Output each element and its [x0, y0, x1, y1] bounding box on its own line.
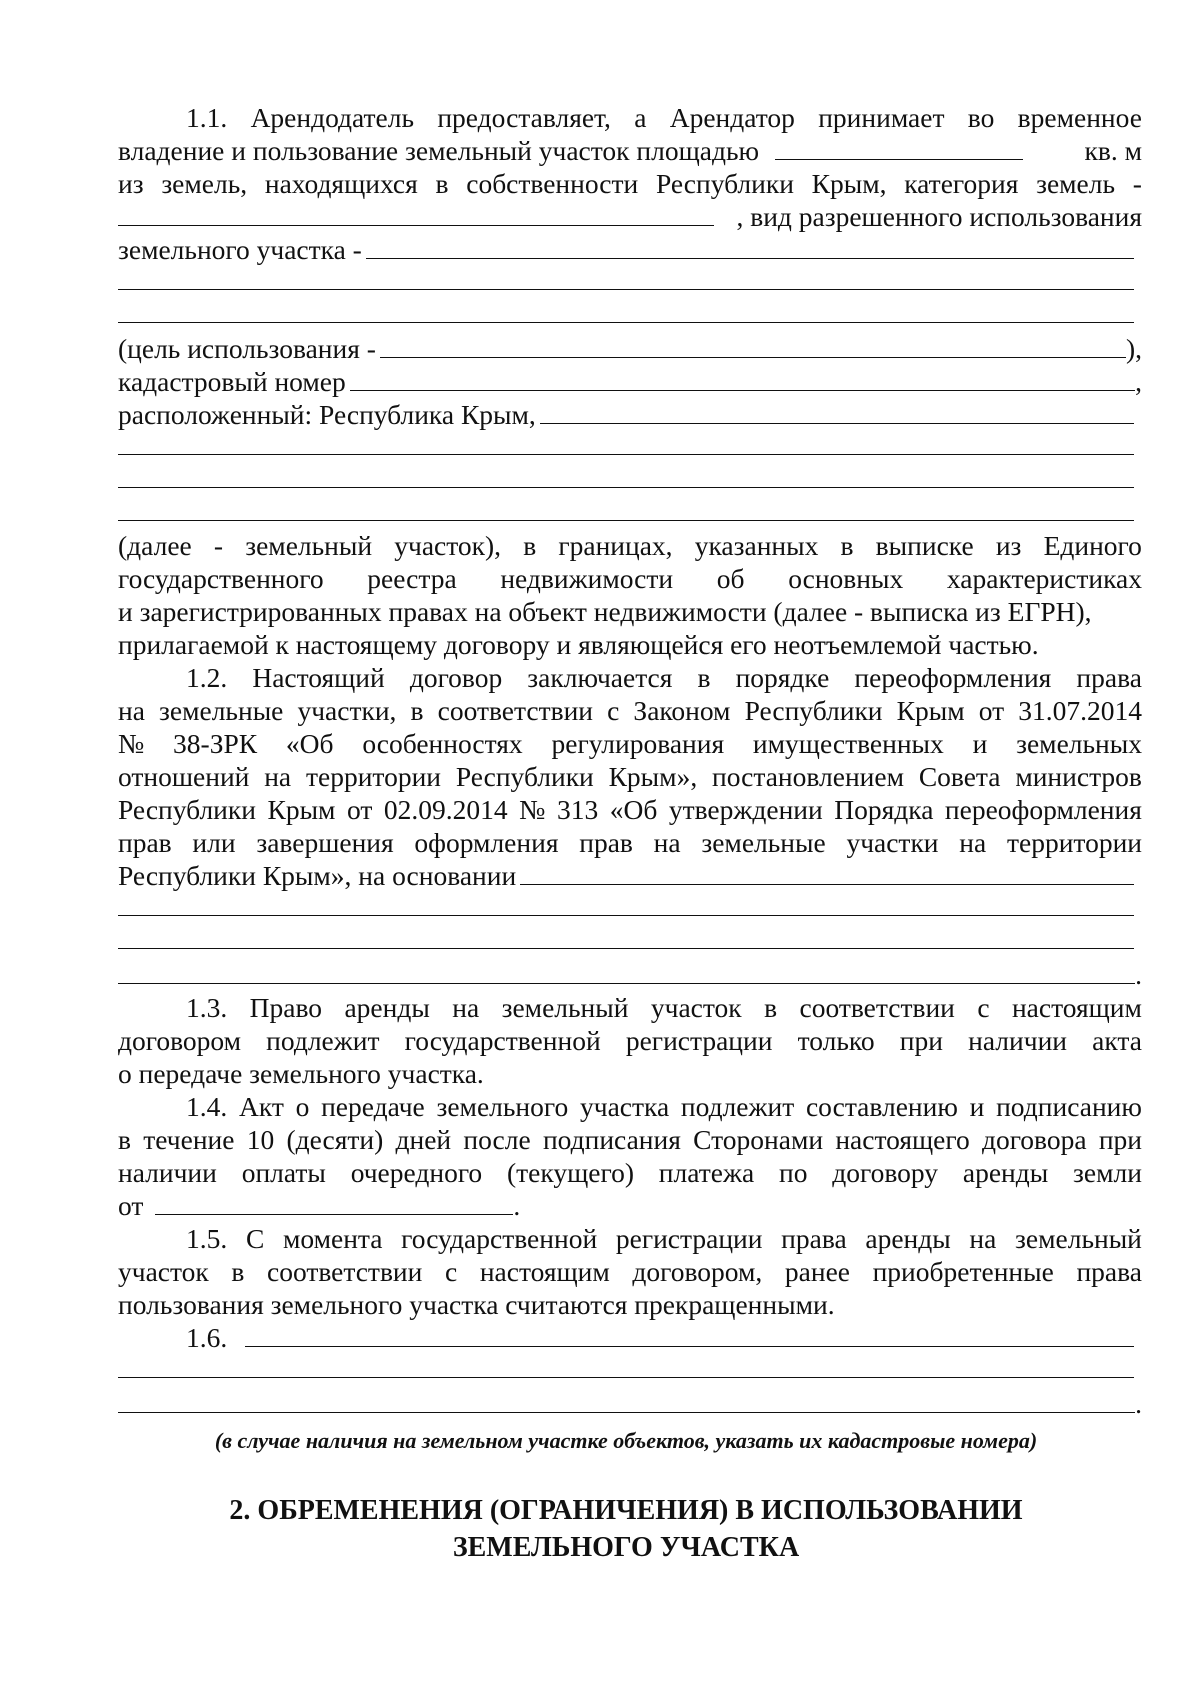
- word: выписке: [875, 530, 974, 561]
- word: настоящим: [1011, 992, 1142, 1023]
- word: Арендатор: [669, 102, 795, 133]
- blank-rule: [118, 915, 1134, 916]
- word: и: [969, 1091, 985, 1122]
- word: особенностях: [362, 728, 523, 759]
- word: утверждении: [668, 794, 823, 825]
- word: а: [634, 102, 647, 133]
- blank-rule: [118, 520, 1134, 521]
- p1-1-line-14: [118, 529, 1142, 562]
- word: о: [295, 1091, 310, 1122]
- word: в: [231, 1256, 245, 1287]
- word: прав: [579, 827, 633, 858]
- word: государственной: [404, 1025, 601, 1056]
- p1-4-line-3: [118, 1156, 1142, 1189]
- word: имущественных: [752, 728, 944, 759]
- word: 1.1.: [186, 102, 228, 133]
- word: подписанию: [996, 1091, 1142, 1122]
- word: Единого: [1043, 530, 1142, 561]
- word: участок: [650, 992, 742, 1023]
- word: в: [435, 168, 449, 199]
- word: Республики: [655, 168, 794, 199]
- word: в: [764, 992, 778, 1023]
- word: соответствии: [266, 1256, 423, 1287]
- word: аренды: [865, 1223, 951, 1254]
- word: права: [1076, 1256, 1142, 1287]
- p1-4-line-2: [118, 1123, 1142, 1156]
- word: заключается: [527, 662, 673, 693]
- word: дней: [395, 1124, 452, 1155]
- word: земельного: [436, 1091, 569, 1122]
- word: и: [972, 728, 988, 759]
- word: по: [778, 1157, 808, 1188]
- p1-3-line-2: [118, 1024, 1142, 1057]
- word: предоставляет,: [437, 102, 611, 133]
- p1-1-line-5: [118, 233, 1134, 266]
- word: ранее: [784, 1256, 850, 1287]
- word: подписания: [542, 1124, 681, 1155]
- word: находящихся: [264, 168, 418, 199]
- word: права: [781, 1223, 847, 1254]
- p1-5-line-1: [186, 1222, 1142, 1255]
- objects-footnote: (в случае наличия на земельном участке объектов, указать их кадастровые номера): [214, 1428, 1038, 1453]
- blank-rule: [118, 454, 1134, 455]
- word: наличии: [968, 1025, 1068, 1056]
- word: договором: [118, 1025, 242, 1056]
- p1-1-line-9-text: кадастровый номер: [118, 366, 346, 397]
- word: земель,: [161, 168, 248, 199]
- p1-5-line-2: [118, 1255, 1142, 1288]
- blank-rule: [118, 322, 1134, 323]
- word: оплаты: [241, 1157, 326, 1188]
- p1-1-line-16: и зарегистрированных правах на объект недвижимости (далее - выписка из ЕГРН),: [118, 596, 1092, 627]
- word: Крым: [267, 794, 336, 825]
- word: «Об: [609, 794, 658, 825]
- word: настоящего: [835, 1124, 970, 1155]
- blank-rule: [118, 948, 1134, 949]
- word: Республики: [118, 794, 256, 825]
- word: границах,: [558, 530, 673, 561]
- word: при: [899, 1025, 943, 1056]
- p1-3-line-3: о передаче земельного участка.: [118, 1058, 484, 1089]
- word: аренды: [962, 1157, 1049, 1188]
- p1-5-line-3: пользования земельного участка считаются прекращенными.: [118, 1289, 835, 1320]
- word: С: [245, 1223, 265, 1254]
- basis-blank: [520, 860, 1134, 885]
- p1-1-line-17: прилагаемой к настоящему договору и являющейся его неотъемлемой частью.: [118, 629, 1039, 660]
- objects-blank-end: [118, 1388, 1135, 1413]
- word: (текущего): [506, 1157, 634, 1188]
- p1-4-line-1: [186, 1090, 1142, 1123]
- word: Порядка: [834, 794, 934, 825]
- word: указанных: [694, 530, 819, 561]
- word: «Об: [285, 728, 334, 759]
- word: земельный: [501, 992, 629, 1023]
- p1-2-line-7: [118, 859, 1134, 892]
- section-2-title-line-1: 2. ОБРЕМЕНЕНИЯ (ОГРАНИЧЕНИЯ) В ИСПОЛЬЗОВАНИИ: [229, 1495, 1023, 1526]
- word: недвижимости: [500, 563, 674, 594]
- word: регистрации: [615, 1223, 763, 1254]
- p1-6-number: 1.6.: [186, 1322, 228, 1353]
- word: договору: [832, 1157, 939, 1188]
- p1-2-line-6: [118, 826, 1142, 859]
- word: Право: [249, 992, 323, 1023]
- word: передаче: [321, 1091, 425, 1122]
- p1-4-line-4-text: от: [118, 1190, 144, 1221]
- address-blank: [540, 399, 1134, 424]
- word: на: [959, 827, 987, 858]
- word: договором,: [632, 1256, 763, 1287]
- word: временное: [1017, 102, 1142, 133]
- word: Крым,: [811, 168, 887, 199]
- word: отношений: [118, 761, 250, 792]
- word: участки,: [297, 695, 397, 726]
- word: категория: [904, 168, 1019, 199]
- word: Совета: [918, 761, 1001, 792]
- word: переоформления: [854, 662, 1052, 693]
- p1-1-line-9-end: ,: [1135, 366, 1142, 397]
- word: акта: [1092, 1025, 1142, 1056]
- word: №: [519, 794, 546, 825]
- word: Настоящий: [252, 662, 385, 693]
- word: составлению: [805, 1091, 958, 1122]
- word: оформления: [414, 827, 559, 858]
- word: собственности: [466, 168, 639, 199]
- word: соответствии: [437, 695, 594, 726]
- word: характеристиках: [946, 563, 1142, 594]
- p1-2-line-4: [118, 760, 1142, 793]
- word: регистрации: [625, 1025, 773, 1056]
- word: от: [346, 794, 373, 825]
- p1-2-line-2: [118, 694, 1142, 727]
- word: 31.07.2014: [1018, 695, 1142, 726]
- use-purpose-blank: [380, 333, 1126, 358]
- word: -: [1132, 168, 1142, 199]
- word: территории: [1006, 827, 1142, 858]
- word: об: [716, 563, 745, 594]
- word: договор: [409, 662, 503, 693]
- word: договора: [981, 1124, 1087, 1155]
- word: подлежит: [680, 1091, 795, 1122]
- word: от: [978, 695, 1005, 726]
- word: на: [118, 695, 145, 726]
- p1-1-line-15: [118, 562, 1142, 595]
- p1-1-line-8-text: (цель использования -: [118, 333, 376, 364]
- word: участок),: [394, 530, 502, 561]
- word: территории: [305, 761, 441, 792]
- blank-rule: [118, 487, 1134, 488]
- word: государственной: [401, 1223, 598, 1254]
- p1-1-line-8-end: ),: [1125, 333, 1142, 364]
- word: наличии: [118, 1157, 217, 1188]
- word: настоящим: [479, 1256, 610, 1287]
- p1-6-line-3-end: .: [1135, 1388, 1142, 1419]
- word: с: [444, 1256, 458, 1287]
- word: 02.09.2014: [383, 794, 508, 825]
- word: в: [697, 662, 711, 693]
- p1-2-line-7-text: Республики Крым», на основании: [118, 860, 517, 891]
- p1-2-line-10: [118, 958, 1142, 991]
- word: Сторонами: [693, 1124, 824, 1155]
- word: -: [213, 530, 224, 561]
- word: после: [463, 1124, 531, 1155]
- word: основных: [788, 563, 904, 594]
- blank-rule: [118, 1377, 1134, 1378]
- word: Крым»,: [608, 761, 698, 792]
- word: принимает: [818, 102, 945, 133]
- p1-1-line-2: [118, 134, 1142, 167]
- word: момента: [282, 1223, 383, 1254]
- word: на: [969, 1223, 997, 1254]
- word: из: [118, 168, 144, 199]
- word: или: [192, 827, 236, 858]
- word: земельных: [1016, 728, 1142, 759]
- word: земли: [1073, 1157, 1142, 1188]
- word: министров: [1015, 761, 1142, 792]
- word: Законом: [633, 695, 731, 726]
- word: регулирования: [551, 728, 725, 759]
- word: земельный: [245, 530, 373, 561]
- word: участок: [118, 1256, 209, 1287]
- word: аренды: [344, 992, 430, 1023]
- word: (далее: [118, 530, 192, 561]
- word: в: [410, 695, 424, 726]
- p1-6-line-3: [118, 1387, 1142, 1420]
- word: на: [264, 761, 292, 792]
- word: соответствии: [799, 992, 955, 1023]
- word: в: [523, 530, 537, 561]
- p1-1-line-10: [118, 398, 1134, 431]
- p1-1-line-9: [118, 365, 1142, 398]
- word: очередного: [350, 1157, 483, 1188]
- word: Арендодатель: [250, 102, 415, 133]
- word: приобретенные: [872, 1256, 1054, 1287]
- word: реестра: [367, 563, 457, 594]
- word: земельные: [159, 695, 284, 726]
- word: прав: [118, 827, 172, 858]
- p1-1-line-1: [186, 101, 1142, 134]
- word: Акт: [238, 1091, 284, 1122]
- word: участки: [846, 827, 939, 858]
- word: №: [118, 728, 145, 759]
- objects-blank: [245, 1322, 1134, 1347]
- word: земельный: [1015, 1223, 1142, 1254]
- p1-4-line-4-end: .: [513, 1190, 521, 1221]
- p1-1-line-4-text: , вид разрешенного использования: [736, 201, 1142, 232]
- cadastral-number-blank: [350, 366, 1135, 391]
- p1-1-line-5-text: земельного участка -: [118, 234, 362, 265]
- word: Республики: [455, 761, 594, 792]
- area-blank: [775, 135, 1023, 160]
- word: завершения: [256, 827, 394, 858]
- word: на: [653, 827, 681, 858]
- word: Крым: [896, 695, 965, 726]
- word: 1.3.: [186, 992, 228, 1023]
- word: с: [607, 695, 620, 726]
- word: государственного: [118, 563, 324, 594]
- permitted-use-blank: [366, 234, 1134, 259]
- word: участка: [579, 1091, 670, 1122]
- p1-6-line-1: [186, 1321, 1134, 1354]
- word: земельные: [701, 827, 826, 858]
- p1-1-line-2-unit: кв. м: [1084, 135, 1142, 166]
- blank-rule: [118, 289, 1134, 290]
- word: на: [452, 992, 480, 1023]
- p1-1-line-10-text: расположенный: Республика Крым,: [118, 399, 536, 430]
- word: в: [118, 1124, 131, 1155]
- word: с: [977, 992, 990, 1023]
- word: 10: [246, 1124, 275, 1155]
- word: при: [1098, 1124, 1142, 1155]
- word: (десяти): [286, 1124, 384, 1155]
- word: из: [995, 530, 1022, 561]
- word: постановлением: [712, 761, 904, 792]
- p1-2-line-1: [186, 661, 1142, 694]
- word: земель: [1036, 168, 1116, 199]
- p1-1-line-2-text: владение и пользование земельный участок площадью: [118, 135, 760, 166]
- p1-2-line-5: [118, 793, 1142, 826]
- basis-blank-end: [118, 959, 1135, 984]
- word: 1.4.: [186, 1091, 228, 1122]
- word: 313: [556, 794, 599, 825]
- word: Республики: [744, 695, 883, 726]
- p1-1-line-3: [118, 167, 1142, 200]
- word: платежа: [658, 1157, 755, 1188]
- section-2-title-line-2: ЗЕМЕЛЬНОГО УЧАСТКА: [452, 1532, 800, 1563]
- payment-date-blank: [155, 1190, 513, 1215]
- word: 38-ЗРК: [173, 728, 258, 759]
- word: в: [840, 530, 854, 561]
- p1-1-line-8: [118, 332, 1142, 365]
- p1-1-line-4: [118, 200, 1142, 233]
- word: 1.5.: [186, 1223, 228, 1254]
- word: только: [797, 1025, 875, 1056]
- p1-3-line-1: [186, 991, 1142, 1024]
- word: права: [1076, 662, 1142, 693]
- p1-2-line-3: [118, 727, 1142, 760]
- word: подлежит: [266, 1025, 380, 1056]
- word: 1.2.: [186, 662, 228, 693]
- p1-4-line-4: [118, 1189, 1142, 1222]
- land-category-blank: [118, 201, 714, 226]
- word: переоформления: [944, 794, 1142, 825]
- word: во: [967, 102, 995, 133]
- word: течение: [143, 1124, 235, 1155]
- p1-2-line-10-end: .: [1135, 959, 1142, 990]
- word: порядке: [735, 662, 830, 693]
